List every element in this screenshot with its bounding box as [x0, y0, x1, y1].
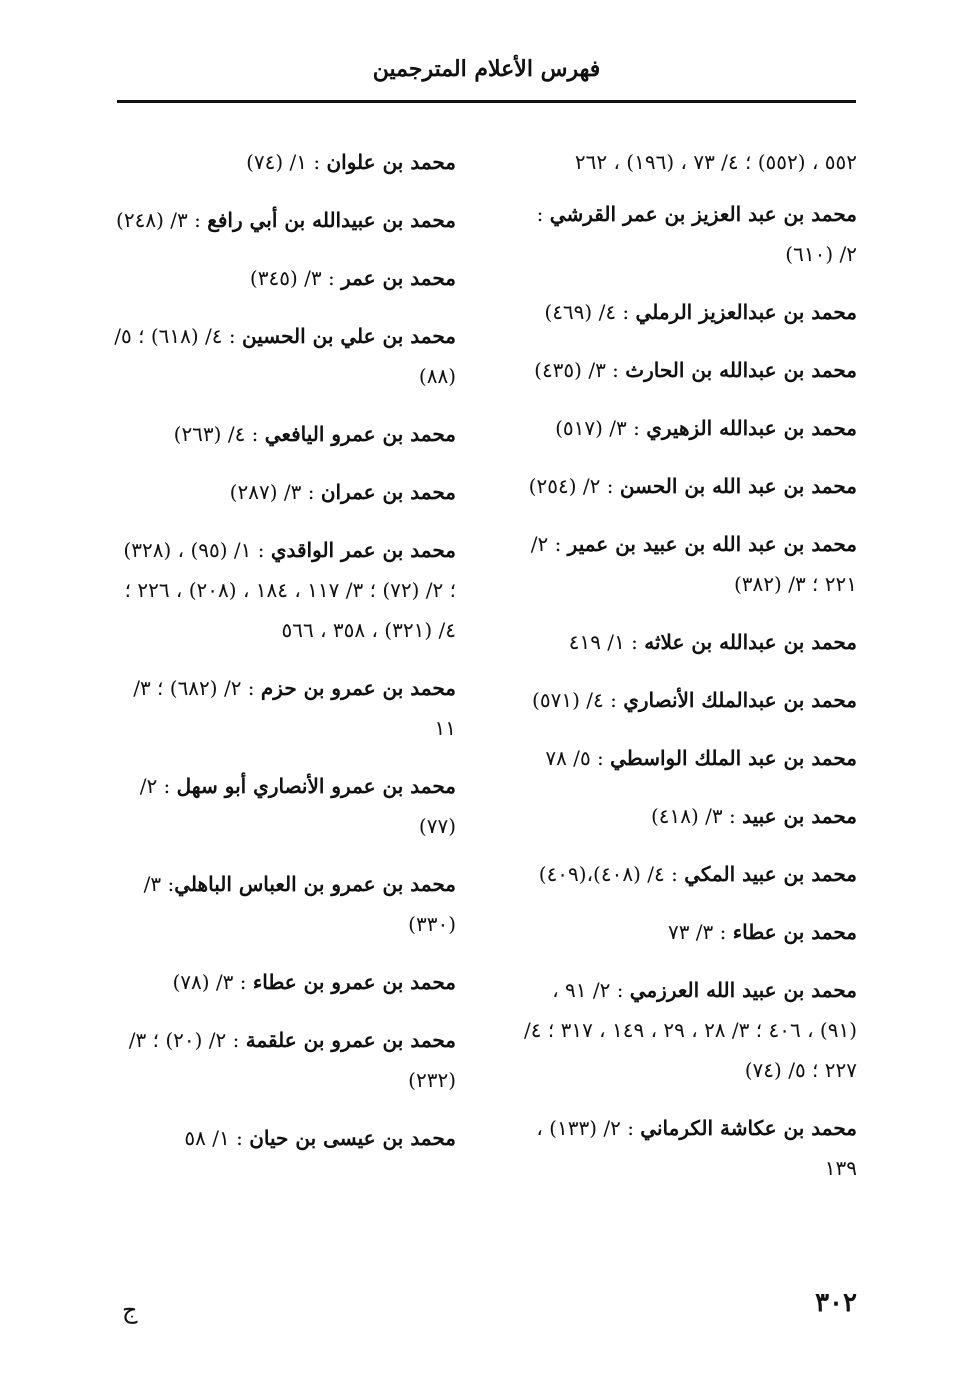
entry-references: : ١/ (٧٤) — [246, 150, 327, 174]
index-column-left — [112, 142, 456, 1176]
index-entry — [514, 912, 857, 952]
entry-references: : ٤/ (٤٠٨)،(٤٠٩) — [538, 862, 685, 886]
entry-name: محمد بن عبدالله الزهيري — [646, 416, 857, 440]
entry-references: : ١/ (٩٥) ، (٣٢٨) ؛ ٢/ (٧٢) ؛ ٣/ ١١٧ ، ١٨٤ ، (٢٠٨) ، ٢٢٦ ؛ ٤/ (٣٢١) ، ٣٥٨ ، ٥٦٦ — [123, 538, 456, 642]
entry-references: : ٤/ (٤٦٩) — [544, 300, 636, 324]
entry-name: محمد بن عمر الواقدي — [270, 538, 456, 562]
entry-references: : ٣/ (٥١٧) — [555, 416, 647, 440]
index-entry — [112, 864, 456, 944]
entry-name: محمد بن علي بن الحسين — [241, 324, 456, 348]
entry-name: محمد بن عبد الله بن الحسن — [619, 474, 857, 498]
entry-name: محمد بن عبدالله بن الحارث — [625, 358, 857, 382]
entry-references: : ٤/ (٦١٨) ؛ ٥/ (٨٨) — [114, 324, 456, 388]
entry-name: محمد بن عبدالعزيز الرملي — [635, 300, 857, 324]
entry-name: محمد بن عمرو بن علقمة — [245, 1028, 456, 1052]
entry-references: : ٢/ (٦٨٢) ؛ ٣/ ١١ — [133, 676, 456, 740]
entry-name: محمد بن عبيدالله بن أبي رافع — [207, 208, 456, 232]
index-entry — [514, 1108, 857, 1188]
index-entry — [112, 200, 456, 240]
entry-name: محمد بن عمرو بن العباس الباهلي — [174, 872, 456, 896]
entry-name: محمد بن عمرو اليافعي — [264, 422, 456, 446]
entry-references: : ٣/ (٤٣٥) — [534, 358, 626, 382]
entry-references: : ٣/ (٤١٨) — [650, 804, 743, 828]
entry-name: محمد بن عطاء — [732, 920, 857, 944]
entry-name: محمد بن عبد الله بن عبيد بن عمير — [567, 532, 857, 556]
index-entry — [514, 292, 857, 332]
entry-references: : ٢/ (٢٥٤) — [528, 474, 620, 498]
entry-name: محمد بن علوان — [326, 150, 456, 174]
entry-references: : ٣/ ٧٣ — [667, 920, 733, 944]
index-entry — [112, 258, 456, 298]
index-entry — [112, 1118, 456, 1158]
entry-name: محمد بن عبد الملك الواسطي — [610, 746, 857, 770]
index-entry — [112, 1020, 456, 1100]
index-column-right — [514, 142, 857, 1206]
index-entry — [112, 472, 456, 512]
running-head-title: فهرس الأعلام المترجمين — [372, 56, 601, 82]
index-entry — [112, 316, 456, 396]
index-entry — [514, 408, 857, 448]
index-entry — [112, 668, 456, 748]
entry-references: : ٤/ (٥٧١) — [532, 688, 624, 712]
entry-references: : ٢/ (٦١٠) — [536, 202, 857, 266]
entry-references: : ٢/ (٢٠) ؛ ٣/ (٢٣٢) — [128, 1028, 456, 1092]
index-entry — [514, 194, 857, 274]
entry-references: : ٥/ ٧٨ — [545, 746, 611, 770]
index-entry — [514, 970, 857, 1090]
entry-name: محمد بن عبدالملك الأنصاري — [623, 688, 857, 712]
entry-name: محمد بن عبيد المكي — [684, 862, 857, 886]
index-entry — [514, 680, 857, 720]
index-entry — [112, 962, 456, 1002]
entry-references: : ٤/ (٢٦٣) — [173, 422, 265, 446]
entry-references: : ٢/ ٢٢١ ؛ ٣/ (٣٨٢) — [530, 532, 857, 596]
entry-references: : ٣/ (٢٤٨) — [116, 208, 208, 232]
entry-references: : ٢/ ٩١ ، (٩١) ، ٤٠٦ ؛ ٣/ ٢٨ ، ٢٩ ، ١٤٩ ، ٣١٧ ؛ ٤/ ٢٢٧ ؛ ٥/ (٧٤) — [524, 978, 857, 1082]
entry-name: محمد بن عبيد — [742, 804, 857, 828]
index-entry — [112, 530, 456, 650]
index-entry — [514, 466, 857, 506]
index-entry — [514, 738, 857, 778]
entry-name: محمد بن عيسى بن حيان — [249, 1126, 456, 1150]
entry-references: : ٣/ (٣٤٥) — [249, 266, 342, 290]
entry-name: محمد بن عمرو بن حزم — [260, 676, 456, 700]
entry-references: : ١/ ٥٨ — [184, 1126, 250, 1150]
entry-name: محمد بن عكاشة الكرماني — [640, 1116, 857, 1140]
index-entry — [112, 414, 456, 454]
entry-references: : ٣/ (٧٨) — [172, 970, 253, 994]
signature-mark: ج — [122, 1296, 138, 1324]
index-entry — [514, 142, 857, 182]
entry-references: : ١/ ٤١٩ — [568, 630, 645, 654]
index-entry — [514, 854, 857, 894]
entry-references: : ٣/ (٣٣٠) — [143, 872, 456, 936]
index-entry — [112, 766, 456, 846]
entry-references: : ٢/ (١٣٣) ، ١٣٩ — [536, 1116, 857, 1180]
entry-name: محمد بن عبدالله بن علاثه — [644, 630, 857, 654]
header-rule — [117, 100, 856, 103]
index-entry — [514, 524, 857, 604]
index-entry — [112, 142, 456, 182]
entry-name: محمد بن عمران — [320, 480, 456, 504]
page-number: ٣٠٢ — [815, 1288, 857, 1318]
entry-references: : ٣/ (٢٨٧) — [229, 480, 321, 504]
entry-name: محمد بن عبيد الله العرزمي — [629, 978, 857, 1002]
index-entry — [514, 622, 857, 662]
entry-name: محمد بن عمرو الأنصاري أبو سهل — [176, 774, 456, 798]
entry-name: محمد بن عمرو بن عطاء — [252, 970, 456, 994]
entry-references: : ٢/ (٧٧) — [139, 774, 456, 838]
index-entry — [514, 350, 857, 390]
index-entry — [514, 796, 857, 836]
entry-references: ٥٥٢ ، (٥٥٢) ؛ ٤/ ٧٣ ، (١٩٦) ، ٢٦٢ — [574, 150, 857, 174]
entry-name: محمد بن عبد العزيز بن عمر القرشي — [549, 202, 857, 226]
entry-name: محمد بن عمر — [341, 266, 456, 290]
